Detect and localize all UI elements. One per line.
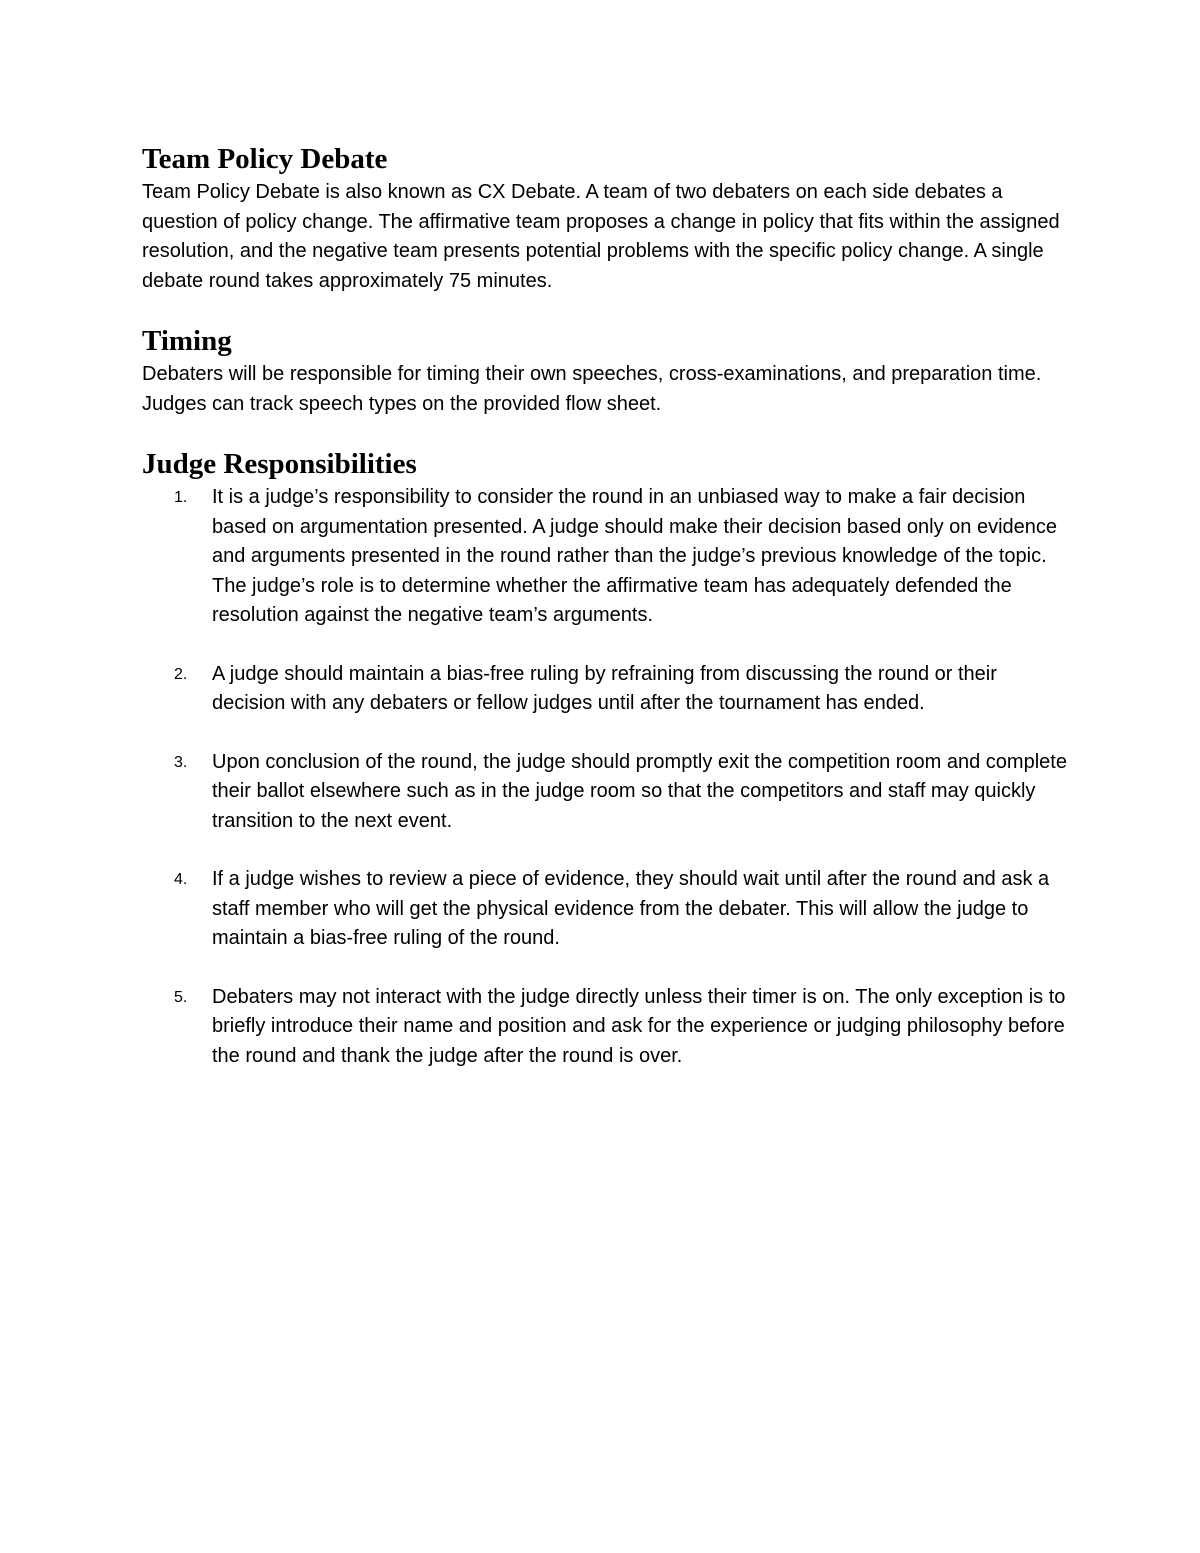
list-item-text: A judge should maintain a bias-free ruling by refraining from discussing the round or their decision with any debaters or fellow judges until after the tournament has ended. [212, 662, 997, 714]
responsibilities-list [142, 483, 1072, 1071]
list-item-text: It is a judge’s responsibility to consider the round in an unbiased way to make a fair decision based on argumentation presented. A judge should make their decision based only on evidence and arguments presented in the round rather than the judge’s previous knowledge of the topic. The judge’s role is to determine whether the affirmative team has adequately defended the resolution against the negative team’s arguments. [212, 486, 1058, 626]
section-team-policy-debate [142, 140, 1072, 296]
section-heading: Team Policy Debate [142, 143, 388, 175]
list-item-number: 4. [174, 871, 188, 888]
list-item [142, 983, 1072, 1072]
section-paragraph: Team Policy Debate is also known as CX Debate. A team of two debaters on each side debates a question of policy change. The affirmative team proposes a change in policy that fits within the assigned resolution, and the negative team presents potential problems with the specific policy change. A single debate round takes approximately 75 minutes. [142, 181, 1060, 292]
list-item-text: If a judge wishes to review a piece of evidence, they should wait until after the round and ask a staff member who will get the physical evidence from the debater. This will allow the judge to maintain a bias-free ruling of the round. [212, 868, 1050, 949]
list-item [142, 865, 1072, 954]
list-item-number: 2. [174, 665, 188, 683]
list-item [142, 483, 1072, 631]
list-item-text: Upon conclusion of the round, the judge should promptly exit the competition room and complete their ballot elsewhere such as in the judge room so that the competitors and staff may quickly transition to the next event. [212, 750, 1067, 832]
list-item [142, 748, 1072, 837]
section-judge-responsibilities [142, 445, 1072, 1071]
document-page [142, 140, 1072, 1071]
list-item-number: 1. [174, 489, 188, 506]
list-item [142, 660, 1072, 719]
list-item-text: Debaters may not interact with the judge directly unless their timer is on. The only exception is to briefly introduce their name and position and ask for the experience or judging philosophy before the round and thank the judge after the round is over. [212, 985, 1066, 1067]
section-heading: Timing [142, 325, 232, 357]
list-item-number: 5. [174, 988, 188, 1006]
section-timing [142, 322, 1072, 419]
list-item-number: 3. [174, 753, 188, 771]
section-heading: Judge Responsibilities [142, 448, 417, 480]
section-paragraph: Debaters will be responsible for timing their own speeches, cross-examinations, and preparation time. Judges can track speech types on the provided flow sheet. [142, 363, 1042, 415]
